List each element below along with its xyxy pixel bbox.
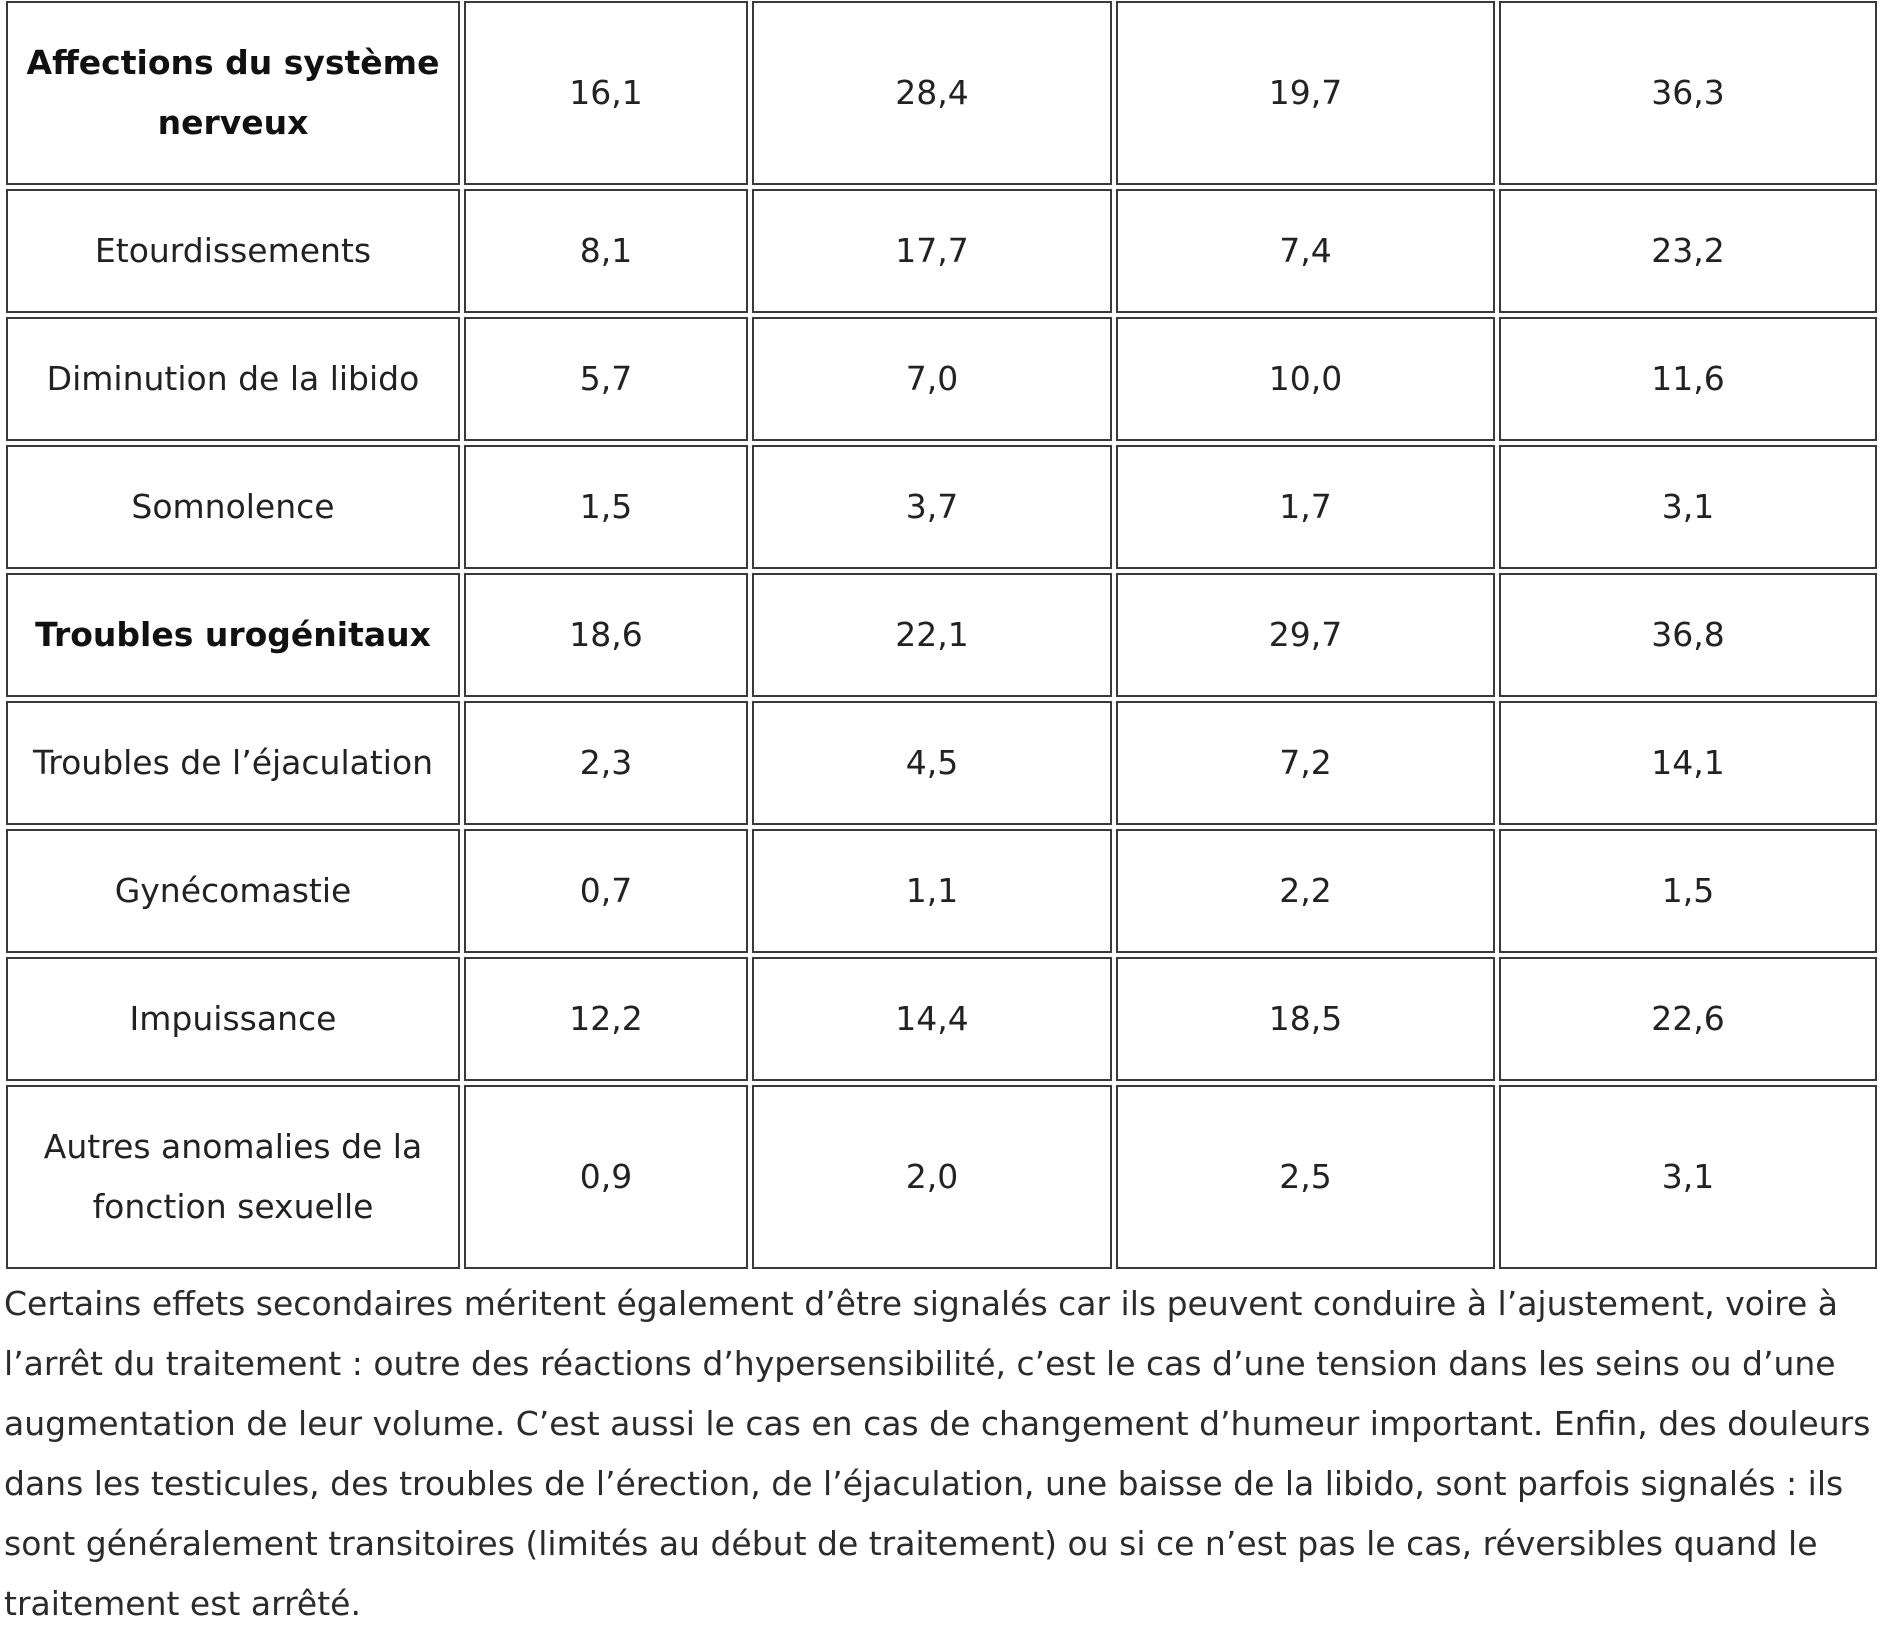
- table-cell: 2,3: [464, 701, 748, 825]
- table-row: [6, 1085, 1877, 1269]
- table-cell: 1,5: [464, 445, 748, 569]
- table-cell: 5,7: [464, 317, 748, 441]
- table-row: [6, 317, 1877, 441]
- body-paragraph: Certains effets secondaires méritent également d’être signalés car ils peuvent conduire à l’ajustement, voire à l’arrêt du traitement : outre des réactions d’hypersensibilité, c’est le cas d’une tension dans les seins ou d’une augmentation de leur volume. C’est aussi le cas en cas de changement d’humeur important. Enfin, des douleurs dans les testicules, des troubles de l’érection, de l’éjaculation, une baisse de la libido, sont parfois signalés : ils sont généralement transitoires (limités au début de traitement) ou si ce n’est pas le cas, réversibles quand le traitement est arrêté.: [4, 1284, 1871, 1623]
- table-cell: 0,9: [464, 1085, 748, 1269]
- adverse-effects-table: [2, 0, 1881, 1273]
- table-cell: 1,7: [1116, 445, 1495, 569]
- table-cell: 8,1: [464, 189, 748, 313]
- table-row: [6, 573, 1877, 697]
- table-cell: 11,6: [1499, 317, 1877, 441]
- table-cell: 1,5: [1499, 829, 1877, 953]
- table-cell: 28,4: [752, 1, 1112, 185]
- table-cell: 18,5: [1116, 957, 1495, 1081]
- table-cell: 22,6: [1499, 957, 1877, 1081]
- table-cell: 2,5: [1116, 1085, 1495, 1269]
- table-cell: 17,7: [752, 189, 1112, 313]
- row-label: Impuissance: [6, 957, 460, 1081]
- table-cell: 3,1: [1499, 445, 1877, 569]
- table-cell: 0,7: [464, 829, 748, 953]
- table-cell: 3,1: [1499, 1085, 1877, 1269]
- table-cell: 36,3: [1499, 1, 1877, 185]
- row-label: Troubles urogénitaux: [6, 573, 460, 697]
- table-cell: 36,8: [1499, 573, 1877, 697]
- table-cell: 23,2: [1499, 189, 1877, 313]
- table-cell: 4,5: [752, 701, 1112, 825]
- row-label: Diminution de la libido: [6, 317, 460, 441]
- table-row: [6, 445, 1877, 569]
- table-row: [6, 1, 1877, 185]
- table-row: [6, 701, 1877, 825]
- row-label: Gynécomastie: [6, 829, 460, 953]
- table-cell: 14,1: [1499, 701, 1877, 825]
- table-cell: 22,1: [752, 573, 1112, 697]
- table-cell: 7,2: [1116, 701, 1495, 825]
- table-cell: 3,7: [752, 445, 1112, 569]
- table-cell: 2,2: [1116, 829, 1495, 953]
- row-label: Autres anomalies de la fonction sexuelle: [6, 1085, 460, 1269]
- table-cell: 7,4: [1116, 189, 1495, 313]
- table-row: [6, 189, 1877, 313]
- table-row: [6, 829, 1877, 953]
- row-label: Affections du système nerveux: [6, 1, 460, 185]
- table-cell: 14,4: [752, 957, 1112, 1081]
- table-cell: 18,6: [464, 573, 748, 697]
- table-cell: 7,0: [752, 317, 1112, 441]
- table-cell: 19,7: [1116, 1, 1495, 185]
- table-cell: 16,1: [464, 1, 748, 185]
- table-cell: 10,0: [1116, 317, 1495, 441]
- table-row: [6, 957, 1877, 1081]
- row-label: Troubles de l’éjaculation: [6, 701, 460, 825]
- table-cell: 1,1: [752, 829, 1112, 953]
- row-label: Somnolence: [6, 445, 460, 569]
- table-cell: 12,2: [464, 957, 748, 1081]
- table-cell: 2,0: [752, 1085, 1112, 1269]
- row-label: Etourdissements: [6, 189, 460, 313]
- table-cell: 29,7: [1116, 573, 1495, 697]
